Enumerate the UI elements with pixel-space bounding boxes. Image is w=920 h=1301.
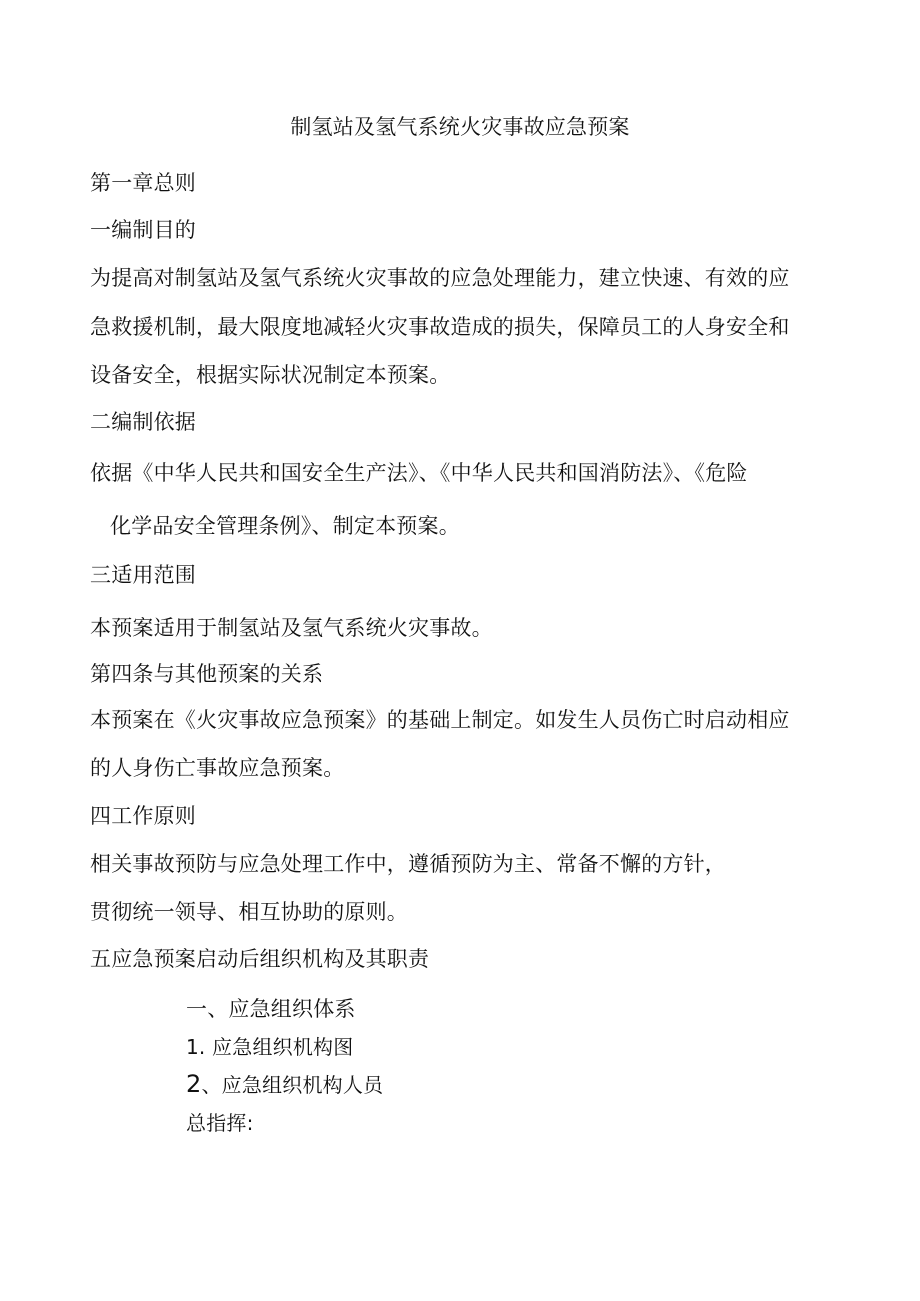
section-heading-organization: 五应急预案启动后组织机构及其职责 [90,947,430,971]
paragraph-line: 贯彻统一领导、相互协助的原则。 [90,900,408,924]
list-item-text: 、应急组织机构人员 [201,1073,384,1097]
paragraph-line: 设备安全，根据实际状况制定本预案。 [90,363,451,387]
section-heading-purpose: 一编制目的 [90,218,196,242]
chapter-heading: 第一章总则 [90,171,196,195]
paragraph-line: 为提高对制氢站及氢气系统火灾事故的应急处理能力，建立快速、有效的应 [90,266,790,290]
commander-label: 总指挥: [186,1111,254,1135]
paragraph-line: 相关事故预防与应急处理工作中，遵循预防为主、常备不懈的方针， [90,852,726,876]
article-heading-relations: 第四条与其他预案的关系 [90,662,324,686]
list-item-number: 2 [186,1070,202,1098]
list-item: 1. 应急组织机构图 [186,1035,354,1059]
paragraph-line: 依据《中华人民共和国安全生产法》、《中华人民共和国消防法》、《危险 [90,461,748,485]
paragraph-line: 的人身伤亡事故应急预案。 [90,756,345,780]
paragraph-line: 化学品安全管理条例》、制定本预案。 [110,514,460,538]
section-heading-basis: 二编制依据 [90,410,196,434]
document-title: 制氢站及氢气系统火灾事故应急预案 [290,115,630,139]
section-heading-scope: 三适用范围 [90,563,196,587]
paragraph-line: 急救援机制，最大限度地减轻火灾事故造成的损失，保障员工的人身安全和 [90,315,790,339]
paragraph-line: 本预案在《火灾事故应急预案》的基础上制定。如发生人员伤亡时启动相应 [90,708,790,732]
paragraph-line: 本预案适用于制氢站及氢气系统火灾事故。 [90,616,493,640]
list-item [186,1070,383,1099]
subsection-heading: 一、应急组织体系 [186,997,356,1021]
section-heading-principles: 四工作原则 [90,804,196,828]
